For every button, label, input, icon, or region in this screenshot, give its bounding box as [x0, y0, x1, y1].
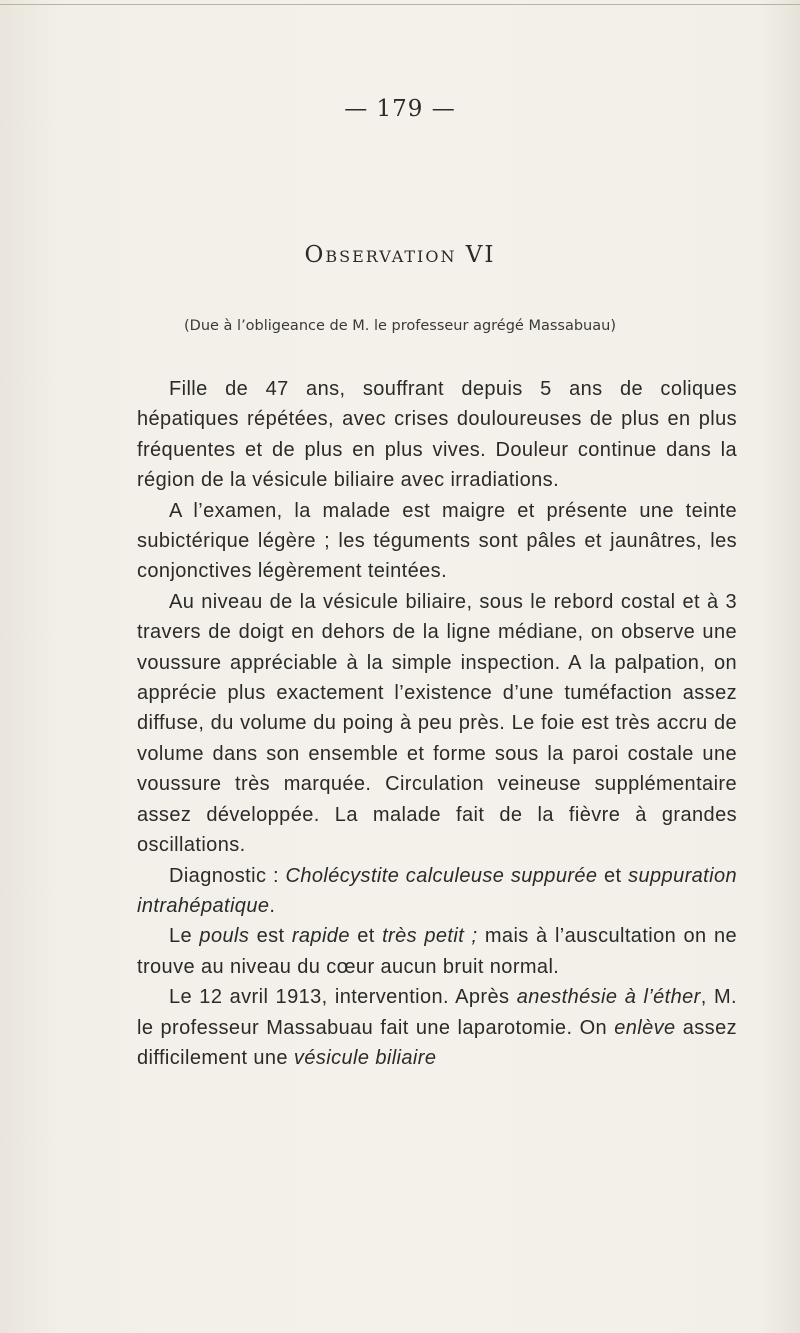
page-number: — 179 — [344, 96, 456, 122]
paragraph [137, 374, 737, 496]
paragraph [137, 496, 737, 587]
top-edge-line [0, 4, 800, 5]
italic-text: pouls [199, 925, 250, 948]
body-text [137, 374, 737, 1073]
text-segment: Le 12 avril 1913, intervention. Après [169, 986, 517, 1009]
paragraph [137, 982, 737, 1073]
courtesy-note: (Due à l’obligeance de M. le professeur agrégé Massabuau) [184, 318, 616, 334]
italic-text: Cholécystite calculeuse suppurée [285, 864, 598, 887]
italic-text: enlève [614, 1016, 676, 1039]
text-segment: et [349, 925, 383, 948]
paragraph [137, 587, 737, 861]
paragraph [137, 861, 737, 922]
observation-title: Observation VI [304, 242, 496, 268]
text-segment: Diagnostic : [169, 864, 286, 887]
text-segment: Le [169, 925, 200, 948]
italic-text: très petit ; [382, 925, 478, 948]
text-segment: Fille de 47 ans, souffrant depuis 5 ans de coliques hépatiques répétées, avec crises douloureuses de plus en plus fréquentes et de plus en plus vives. Douleur continue dans la région de la vésicule biliaire avec irradiations. [137, 378, 737, 492]
text-segment: mais à l’auscultation on ne trouve au niveau du cœur aucun bruit normal. [137, 925, 737, 978]
text-segment: . [269, 894, 276, 917]
text-segment: A l’examen, la malade est maigre et présente une teinte subictérique légère ; les téguments sont pâles et jaunâtres, les conjonctives légèrement teintées. [137, 499, 737, 583]
text-segment: Au niveau de la vésicule biliaire, sous le rebord costal et à 3 travers de doigt en dehors de la ligne médiane, on observe une voussure appréciable à la simple inspection. A la palpation, on apprécie plus exactement l’existence d’une tuméfaction assez diffuse, du volume du poing à peu près. Le foie est très accru de volume dans son ensemble et forme sous la paroi costale une voussure très marquée. Circulation veineuse supplémentaire assez développée. La malade fait de la fièvre à grandes oscillations. [137, 590, 737, 857]
text-segment: , M. le professeur Massabuau fait une laparotomie. On [137, 986, 737, 1039]
paragraph [137, 921, 737, 982]
text-segment: assez difficilement une [137, 1016, 737, 1069]
text-segment: et [597, 864, 629, 887]
text-segment: est [249, 925, 292, 948]
italic-text: rapide [291, 925, 350, 948]
italic-text: suppuration intrahépatique [137, 864, 738, 917]
italic-text: anesthésie à l’éther [516, 986, 701, 1009]
italic-text: vésicule biliaire [293, 1046, 437, 1069]
